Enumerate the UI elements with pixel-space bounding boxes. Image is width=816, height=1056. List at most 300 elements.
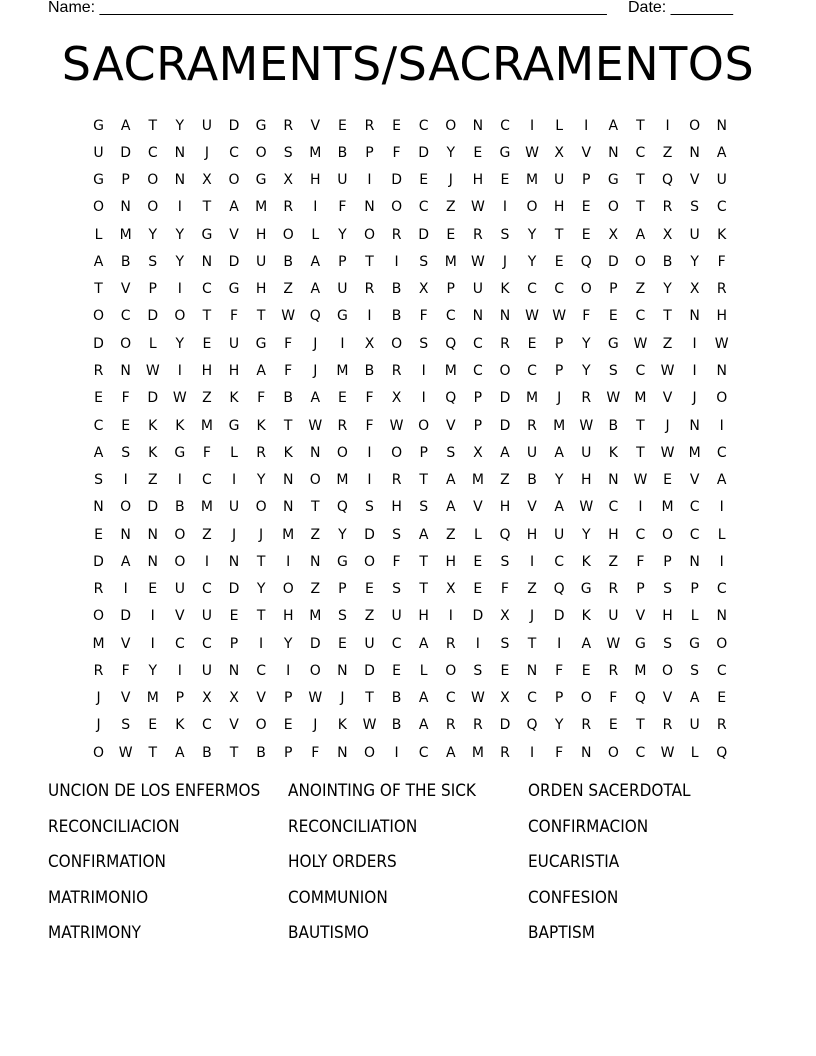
grid-letter: F bbox=[365, 390, 374, 407]
grid-letter: G bbox=[336, 553, 348, 570]
grid-letter: I bbox=[529, 744, 535, 761]
grid-letter: A bbox=[93, 253, 104, 270]
grid-letter: E bbox=[581, 199, 591, 216]
grid-letter: V bbox=[662, 390, 673, 407]
grid-letter: S bbox=[419, 253, 429, 270]
grid-letter: S bbox=[337, 608, 347, 625]
grid-letter: V bbox=[175, 608, 185, 625]
grid-letter: A bbox=[310, 390, 321, 407]
grid-letter: O bbox=[255, 144, 267, 161]
grid-letter: O bbox=[662, 662, 674, 679]
grid-letter: O bbox=[363, 744, 375, 761]
grid-letter: I bbox=[123, 581, 128, 598]
grid-letter: O bbox=[391, 199, 403, 216]
grid-letter: E bbox=[337, 635, 347, 652]
grid-letter: W bbox=[308, 690, 323, 707]
grid-letter: R bbox=[391, 363, 402, 380]
grid-letter: Y bbox=[581, 526, 591, 543]
word-list-item: COMMUNION bbox=[288, 887, 388, 908]
grid-letter: Y bbox=[148, 662, 158, 679]
grid-letter: O bbox=[336, 444, 348, 461]
grid-letter: H bbox=[608, 526, 619, 543]
grid-letter: O bbox=[228, 172, 240, 189]
grid-letter: N bbox=[608, 472, 619, 489]
grid-letter: P bbox=[283, 690, 293, 707]
grid-letter: C bbox=[635, 526, 646, 543]
grid-letter: O bbox=[255, 499, 267, 516]
grid-letter: K bbox=[717, 226, 727, 243]
grid-letter: I bbox=[204, 553, 209, 570]
grid-letter: O bbox=[363, 226, 375, 243]
grid-letter: W bbox=[470, 253, 485, 270]
grid-letter: V bbox=[662, 690, 673, 707]
grid-letter: N bbox=[689, 553, 700, 570]
grid-letter: O bbox=[418, 417, 430, 434]
grid-letter: U bbox=[391, 608, 402, 625]
grid-letter: X bbox=[554, 144, 564, 161]
grid-letter: E bbox=[473, 144, 483, 161]
grid-letter: Y bbox=[554, 472, 564, 489]
grid-letter: S bbox=[392, 581, 402, 598]
grid-letter: Q bbox=[526, 717, 538, 734]
grid-letter: F bbox=[500, 581, 509, 598]
grid-letter: X bbox=[283, 172, 293, 189]
grid-letter: Z bbox=[445, 526, 456, 543]
grid-letter: Q bbox=[309, 308, 321, 325]
grid-letter: S bbox=[690, 199, 700, 216]
grid-letter: M bbox=[526, 390, 539, 407]
grid-letter: G bbox=[93, 117, 104, 134]
grid-letter: A bbox=[256, 363, 266, 380]
grid-letter: I bbox=[367, 472, 372, 489]
grid-letter: I bbox=[394, 253, 399, 270]
grid-letter: T bbox=[365, 690, 374, 707]
grid-letter: L bbox=[148, 335, 157, 352]
grid-letter: I bbox=[340, 335, 345, 352]
word-list-item: ORDEN SACERDOTAL bbox=[528, 781, 691, 801]
grid-letter: C bbox=[391, 635, 402, 652]
grid-letter: W bbox=[660, 444, 675, 461]
grid-letter: F bbox=[555, 662, 564, 679]
grid-letter: P bbox=[338, 253, 347, 270]
grid-letter: Q bbox=[445, 390, 457, 407]
grid-letter: N bbox=[580, 744, 592, 761]
grid-letter: I bbox=[529, 553, 535, 570]
grid-letter: Q bbox=[336, 499, 348, 516]
grid-letter: F bbox=[582, 308, 591, 325]
grid-letter: K bbox=[337, 717, 347, 734]
grid-letter: E bbox=[365, 581, 374, 598]
grid-letter: W bbox=[660, 744, 675, 761]
grid-letter: S bbox=[121, 717, 131, 734]
grid-letter: M bbox=[661, 499, 674, 516]
grid-letter: H bbox=[472, 172, 484, 189]
grid-letter: W bbox=[525, 308, 539, 325]
grid-letter: C bbox=[689, 526, 700, 543]
grid-letter: N bbox=[120, 526, 131, 543]
grid-letter: G bbox=[255, 335, 267, 352]
grid-letter: D bbox=[418, 144, 430, 161]
grid-letter: Z bbox=[608, 553, 619, 570]
grid-letter: I bbox=[150, 608, 155, 625]
grid-letter: W bbox=[633, 472, 648, 489]
grid-letter: R bbox=[93, 581, 104, 598]
grid-letter: C bbox=[635, 363, 646, 380]
grid-letter: Y bbox=[554, 717, 564, 734]
grid-letter: D bbox=[93, 335, 104, 352]
grid-letter: T bbox=[663, 308, 672, 325]
grid-letter: R bbox=[500, 335, 510, 352]
grid-letter: D bbox=[607, 253, 619, 270]
grid-letter: Z bbox=[500, 472, 510, 489]
grid-letter: Z bbox=[310, 581, 321, 598]
grid-letter: V bbox=[120, 690, 131, 707]
grid-letter: X bbox=[689, 281, 700, 298]
grid-letter: W bbox=[660, 363, 675, 380]
grid-letter: V bbox=[310, 117, 321, 134]
grid-letter: E bbox=[94, 526, 103, 543]
grid-letter: E bbox=[473, 581, 483, 598]
grid-letter: W bbox=[470, 690, 485, 707]
grid-letter: D bbox=[499, 390, 511, 407]
grid-letter: I bbox=[177, 199, 182, 216]
word-list-item: UNCION DE LOS ENFERMOS bbox=[48, 781, 261, 801]
grid-letter: N bbox=[472, 308, 484, 325]
grid-letter: V bbox=[527, 499, 537, 516]
grid-letter: H bbox=[201, 363, 213, 380]
grid-letter: R bbox=[608, 581, 619, 598]
grid-letter: N bbox=[147, 526, 158, 543]
grid-letter: R bbox=[283, 117, 294, 134]
grid-letter: O bbox=[120, 335, 132, 352]
grid-letter: C bbox=[554, 281, 565, 298]
grid-letter: P bbox=[175, 690, 185, 707]
word-list-item: EUCARISTIA bbox=[528, 852, 620, 873]
grid-letter: D bbox=[499, 717, 511, 734]
grid-letter: Y bbox=[338, 526, 347, 543]
grid-letter: S bbox=[663, 581, 672, 598]
grid-letter: Y bbox=[175, 253, 185, 270]
grid-letter: T bbox=[419, 472, 428, 489]
grid-letter: G bbox=[607, 335, 619, 352]
grid-letter: O bbox=[147, 199, 159, 216]
grid-letter: E bbox=[392, 662, 401, 679]
grid-letter: O bbox=[391, 444, 403, 461]
grid-letter: S bbox=[148, 253, 158, 270]
grid-letter: W bbox=[579, 499, 594, 516]
grid-letter: U bbox=[581, 444, 592, 461]
grid-letter: C bbox=[445, 690, 456, 707]
grid-letter: R bbox=[391, 226, 402, 243]
grid-letter: C bbox=[202, 717, 212, 734]
grid-letter: X bbox=[608, 226, 619, 243]
grid-letter: X bbox=[364, 335, 375, 352]
grid-letter: R bbox=[256, 444, 266, 461]
grid-letter: C bbox=[689, 499, 700, 516]
grid-letter: N bbox=[120, 199, 131, 216]
grid-letter: I bbox=[177, 472, 182, 489]
grid-letter: G bbox=[93, 172, 104, 189]
grid-letter: R bbox=[716, 281, 727, 298]
word-list-item: RECONCILIATION bbox=[288, 816, 418, 837]
grid-letter: I bbox=[557, 635, 562, 652]
grid-letter: S bbox=[283, 144, 293, 161]
grid-letter: P bbox=[554, 690, 564, 707]
word-list-item: HOLY ORDERS bbox=[288, 852, 397, 873]
grid-letter: Z bbox=[635, 281, 646, 298]
grid-letter: J bbox=[259, 526, 264, 543]
grid-letter: I bbox=[475, 635, 480, 652]
grid-letter: Z bbox=[527, 581, 537, 598]
grid-letter: E bbox=[283, 717, 293, 734]
grid-letter: O bbox=[445, 662, 457, 679]
grid-letter: Z bbox=[283, 281, 293, 298]
grid-letter: B bbox=[608, 417, 619, 434]
grid-letter: F bbox=[392, 553, 401, 570]
grid-letter: I bbox=[584, 117, 589, 134]
grid-letter: I bbox=[719, 553, 724, 570]
grid-letter: V bbox=[229, 717, 239, 734]
grid-letter: H bbox=[418, 608, 429, 625]
grid-letter: B bbox=[527, 472, 537, 489]
grid-letter: R bbox=[391, 472, 402, 489]
grid-letter: I bbox=[367, 444, 372, 461]
grid-letter: Y bbox=[663, 281, 672, 298]
grid-letter: J bbox=[231, 526, 237, 543]
grid-letter: D bbox=[364, 662, 375, 679]
grid-letter: O bbox=[689, 117, 701, 134]
grid-letter: B bbox=[364, 363, 375, 380]
grid-letter: S bbox=[94, 472, 103, 489]
grid-letter: O bbox=[634, 253, 646, 270]
grid-letter: P bbox=[365, 144, 374, 161]
grid-letter: K bbox=[256, 417, 266, 434]
grid-letter: P bbox=[473, 390, 483, 407]
grid-letter: C bbox=[202, 281, 212, 298]
grid-letter: W bbox=[470, 199, 485, 216]
grid-letter: E bbox=[500, 172, 510, 189]
word-list-item: CONFIRMATION bbox=[48, 852, 166, 873]
word-list-item: RECONCILIACION bbox=[48, 816, 180, 837]
grid-letter: C bbox=[120, 308, 131, 325]
grid-letter: F bbox=[609, 690, 618, 707]
grid-letter: P bbox=[473, 417, 483, 434]
grid-letter: R bbox=[364, 117, 375, 134]
grid-letter: A bbox=[689, 690, 700, 707]
word-list-item: CONFESION bbox=[528, 887, 619, 908]
grid-letter: J bbox=[448, 172, 453, 189]
grid-letter: T bbox=[148, 744, 158, 761]
grid-letter: K bbox=[229, 390, 239, 407]
grid-letter: T bbox=[636, 199, 645, 216]
grid-letter: N bbox=[716, 608, 727, 625]
grid-letter: R bbox=[472, 717, 483, 734]
grid-letter: I bbox=[421, 363, 426, 380]
grid-letter: D bbox=[228, 581, 240, 598]
grid-letter: G bbox=[174, 444, 186, 461]
grid-letter: C bbox=[445, 308, 456, 325]
header-line bbox=[48, 0, 748, 18]
grid-letter: J bbox=[529, 608, 535, 625]
grid-letter: C bbox=[716, 581, 727, 598]
grid-letter: C bbox=[418, 199, 429, 216]
grid-letter: A bbox=[581, 635, 592, 652]
grid-letter: M bbox=[553, 417, 566, 434]
grid-letter: H bbox=[310, 172, 321, 189]
grid-letter: C bbox=[716, 199, 727, 216]
grid-letter: C bbox=[527, 281, 537, 298]
grid-letter: O bbox=[716, 390, 728, 407]
word-list-item: MATRIMONY bbox=[48, 923, 142, 944]
grid-letter: V bbox=[581, 144, 592, 161]
grid-letter: Y bbox=[175, 335, 185, 352]
grid-letter: O bbox=[391, 335, 403, 352]
grid-letter: F bbox=[121, 390, 130, 407]
grid-letter: I bbox=[123, 472, 128, 489]
grid-letter: I bbox=[286, 553, 291, 570]
grid-letter: V bbox=[256, 690, 266, 707]
grid-letter: D bbox=[499, 417, 511, 434]
grid-letter: I bbox=[448, 608, 453, 625]
grid-letter: T bbox=[419, 553, 428, 570]
grid-letter: P bbox=[283, 744, 293, 761]
grid-letter: M bbox=[309, 608, 322, 625]
grid-letter: I bbox=[692, 335, 697, 352]
grid-letter: L bbox=[94, 226, 103, 243]
grid-letter: S bbox=[365, 499, 374, 516]
grid-letter: D bbox=[120, 608, 132, 625]
page-title: SACRAMENTS/SACRAMENTOS bbox=[61, 37, 755, 91]
grid-letter: X bbox=[229, 690, 239, 707]
grid-letter: T bbox=[365, 253, 374, 270]
grid-letter: E bbox=[527, 335, 537, 352]
grid-letter: U bbox=[554, 172, 565, 189]
grid-letter: I bbox=[719, 417, 724, 434]
grid-letter: N bbox=[337, 662, 348, 679]
grid-letter: T bbox=[283, 417, 293, 434]
grid-letter: I bbox=[719, 499, 724, 516]
grid-letter: F bbox=[121, 662, 130, 679]
grid-letter: J bbox=[692, 390, 697, 407]
grid-letter: L bbox=[473, 526, 482, 543]
word-list bbox=[48, 779, 768, 957]
grid-letter: E bbox=[608, 308, 618, 325]
grid-letter: N bbox=[608, 144, 619, 161]
grid-letter: N bbox=[716, 363, 727, 380]
grid-letter: N bbox=[310, 444, 321, 461]
grid-letter: F bbox=[555, 744, 564, 761]
grid-letter: A bbox=[716, 144, 727, 161]
grid-letter: H bbox=[716, 308, 727, 325]
grid-letter: Y bbox=[256, 472, 266, 489]
grid-letter: A bbox=[554, 444, 564, 461]
grid-letter: C bbox=[202, 472, 212, 489]
grid-letter: M bbox=[336, 472, 349, 489]
grid-letter: T bbox=[94, 281, 103, 298]
grid-letter: N bbox=[147, 553, 158, 570]
grid-letter: U bbox=[228, 335, 240, 352]
grid-letter: P bbox=[121, 172, 130, 189]
grid-letter: C bbox=[554, 553, 565, 570]
grid-letter: N bbox=[228, 553, 240, 570]
grid-letter: E bbox=[229, 608, 239, 625]
grid-letter: Z bbox=[445, 199, 456, 216]
grid-letter: Y bbox=[338, 226, 347, 243]
grid-letter: E bbox=[392, 117, 401, 134]
grid-letter: G bbox=[255, 117, 267, 134]
grid-letter: W bbox=[308, 417, 323, 434]
grid-letter: I bbox=[367, 308, 372, 325]
grid-letter: T bbox=[636, 117, 645, 134]
grid-letter: N bbox=[689, 308, 700, 325]
grid-letter: E bbox=[581, 662, 591, 679]
grid-letter: G bbox=[255, 172, 267, 189]
grid-letter: H bbox=[282, 608, 294, 625]
grid-letter: H bbox=[553, 199, 565, 216]
grid-letter: B bbox=[391, 717, 402, 734]
grid-letter: T bbox=[419, 581, 428, 598]
grid-letter: A bbox=[418, 635, 429, 652]
grid-letter: C bbox=[229, 144, 239, 161]
grid-letter: H bbox=[391, 499, 402, 516]
grid-letter: S bbox=[392, 526, 402, 543]
grid-letter: F bbox=[636, 553, 645, 570]
grid-letter: O bbox=[309, 662, 321, 679]
grid-letter: F bbox=[365, 417, 374, 434]
grid-letter: I bbox=[692, 363, 697, 380]
grid-letter: R bbox=[716, 717, 727, 734]
grid-letter: I bbox=[177, 662, 182, 679]
grid-letter: E bbox=[554, 253, 564, 270]
grid-letter: B bbox=[256, 744, 266, 761]
grid-letter: T bbox=[636, 172, 645, 189]
grid-letter: N bbox=[689, 417, 700, 434]
grid-letter: T bbox=[554, 226, 564, 243]
grid-letter: I bbox=[177, 281, 182, 298]
grid-letter: J bbox=[313, 335, 318, 352]
grid-letter: S bbox=[663, 635, 672, 652]
grid-letter: U bbox=[608, 608, 619, 625]
grid-letter: J bbox=[313, 717, 318, 734]
grid-letter: I bbox=[665, 117, 670, 134]
grid-letter: N bbox=[499, 308, 511, 325]
grid-letter: L bbox=[419, 662, 428, 679]
grid-letter: I bbox=[231, 472, 237, 489]
grid-letter: R bbox=[581, 390, 592, 407]
grid-letter: E bbox=[148, 717, 158, 734]
grid-letter: A bbox=[120, 117, 131, 134]
grid-letter: M bbox=[200, 499, 213, 516]
grid-letter: N bbox=[310, 553, 321, 570]
grid-letter: M bbox=[146, 690, 159, 707]
grid-letter: O bbox=[255, 717, 267, 734]
grid-letter: O bbox=[282, 581, 294, 598]
grid-letter: C bbox=[472, 335, 483, 352]
grid-letter: N bbox=[472, 117, 484, 134]
grid-letter: I bbox=[502, 199, 508, 216]
grid-letter: Z bbox=[202, 526, 212, 543]
grid-letter: A bbox=[445, 472, 456, 489]
grid-letter: I bbox=[367, 172, 372, 189]
grid-letter: I bbox=[313, 199, 318, 216]
grid-letter: C bbox=[500, 117, 510, 134]
grid-letter: Q bbox=[716, 744, 728, 761]
grid-letter: F bbox=[392, 144, 401, 161]
grid-letter: Z bbox=[662, 144, 673, 161]
grid-letter: K bbox=[500, 281, 510, 298]
grid-letter: E bbox=[446, 226, 456, 243]
grid-letter: C bbox=[174, 635, 185, 652]
